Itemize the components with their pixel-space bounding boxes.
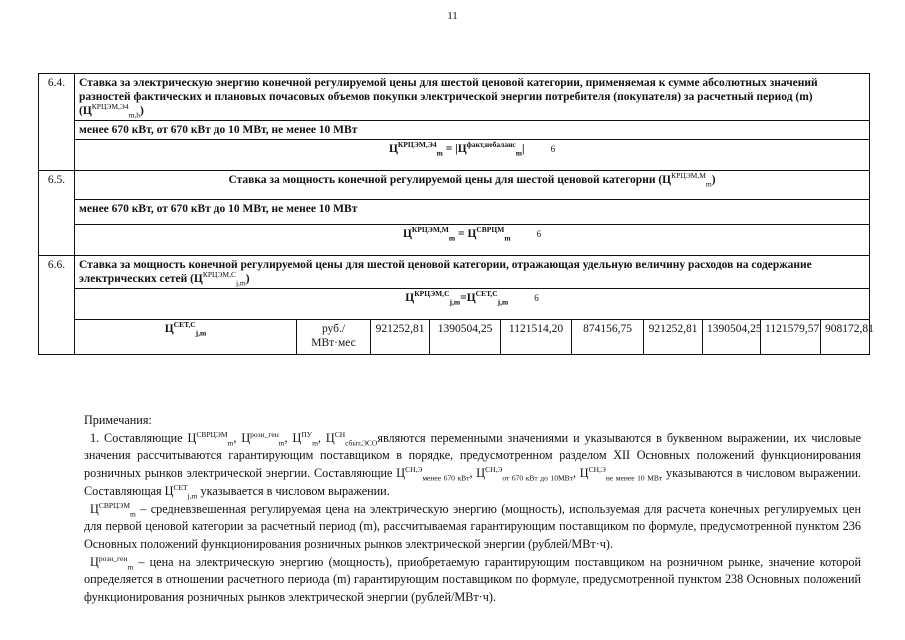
row-6-5-condition [39,200,870,225]
row-heading: Ставка за мощность конечной регулируемой цены для шестой ценовой категории, отражающая удельную величину расходов на содержание электрических сетей $(Ц^{КРЦЭМ,С}_{j,m})$ [75,256,870,289]
row-number: 6.6. [39,256,75,355]
row-number: 6.4. [39,74,75,171]
row-6-6-values [39,320,870,355]
value-cell: 921252,81 [644,320,703,355]
condition-text: менее 670 кВт, от 670 кВт до 10 МВт, не менее 10 МВт [75,200,870,225]
value-cell: 908172,81 [821,320,870,355]
row-6-5-formula [39,225,870,256]
note-paragraph-1: 1. Составляющие $Ц^{СВРЦЭМ}_m$, $Ц^{розн\_ген}_m$, $Ц^{ПУ}_m$, $Ц^{СН}_{сбыт,ЭСО}являются$ переменными значениями и указываются в буквенном выражении, их числовые значения рассчитываются гарантирующим поставщиком в порядке, предусмотренном разделом XII Основных положений функционирования розничных рынков электрической энергии. Составляющие $Ц^{СН,Э}_{менее 670 кВт}$, $Ц^{СН,Э}_{от 670 кВт до 10МВт}$, $Ц^{СН,Э}_{не менее 10 МВт}$ указываются в числовом выражении. Составляющая $Ц^{СЕТ}_{j,m}$ указывается в числовом выражении. [84,429,862,501]
cset-symbol: $Ц^{СЕТ,С}_{j,m}$ [75,320,297,355]
formula: $Ц^{КРЦЭМ,Э4}_m = |Ц^{факт,небаланс}_m|$ 6 [75,140,870,171]
row-6-4-heading [39,74,870,121]
value-cell: 921252,81 [371,320,430,355]
row-heading: Ставка за мощность конечной регулируемой цены для шестой ценовой категории $(Ц^{КРЦЭМ,М}_m)$ [75,171,870,200]
page-number: 11 [447,10,458,22]
row-6-4-formula [39,140,870,171]
footnote-mark: 6 [550,144,556,154]
row-6-4-condition [39,121,870,140]
value-cell: 1121514,20 [501,320,572,355]
value-cell: 1390504,25 [703,320,761,355]
formula: $Ц^{КРЦЭМ,М}_m = Ц^{СВРЦМ}_m$ 6 [75,225,870,256]
value-cell: 1390504,25 [430,320,501,355]
footnote-mark: 6 [534,293,539,303]
note-paragraph-3: $Ц^{розн\_ген}_m$ – цена на электрическую энергию (мощность), приобретаемую гарантирующим поставщиком на розничном рынке, значение которой определяется в отношении расчетного периода (m) гарантирующим поставщиком по формуле, предусмотренной пунктом 238 Основных положений функционирования розничных рынков электрической энергии (рублей/МВт·ч). [84,553,861,605]
value-cell: 874156,75 [572,320,644,355]
row-6-6-formula [39,289,870,320]
tariff-table [38,73,874,355]
formula: $Ц^{КРЦЭМ,С}_{j,m}=Ц^{СЕТ,С}_{j,m}$ 6 [75,289,870,320]
row-6-6-heading [39,256,870,289]
row-number: 6.5. [39,171,75,256]
unit-cell: руб./ МВт·мес [297,320,371,355]
notes-heading: Примечания: [84,413,152,427]
note-paragraph-2: $Ц^{СВРЦЭМ}_m$ – средневзвешенная регулируемая цена на электрическую энергию (мощность), используемая для расчета конечных регулируемых цен для первой ценовой категории за расчетный период (m), рассчитываемая гарантирующим поставщиком по формуле, предусмотренной пунктом 236 Основных положений функционирования розничных рынков электрической энергии (рублей/МВт·ч). [84,500,861,551]
condition-text: менее 670 кВт, от 670 кВт до 10 МВт, не менее 10 МВт [75,121,870,140]
row-heading: Ставка за электрическую энергию конечной регулируемой цены для шестой ценовой категории, применяемая к сумме абсолютных значений разностей фактических и плановых почасовых объемов покупки электрической энергии потребителя (покупателя) за расчетный период (m) $(Ц^{КРЦЭМ,Э4}_{m,h})$ [75,74,870,121]
value-cell: 1121579,57 [761,320,821,355]
notes-section [84,412,861,607]
footnote-mark: 6 [536,229,542,239]
row-6-5-heading [39,171,870,200]
